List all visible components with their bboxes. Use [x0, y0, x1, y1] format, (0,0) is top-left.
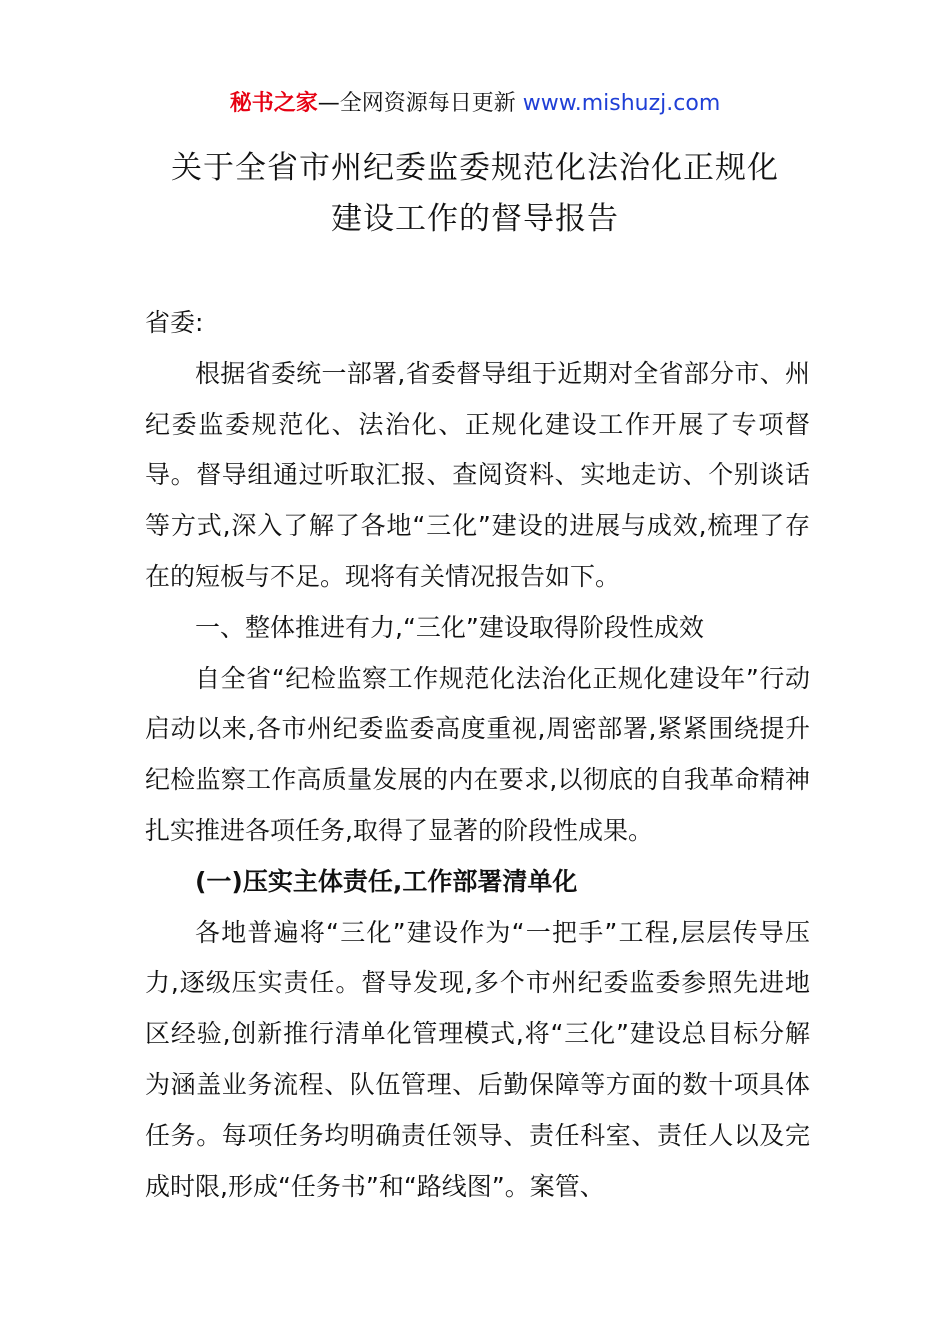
section-heading-1: 一、整体推进有力,“三化”建设取得阶段性成效	[195, 612, 704, 642]
document-body	[145, 298, 810, 1212]
subsection-heading-1: (一)压实主体责任,工作部署清单化	[195, 866, 578, 896]
site-tagline: —全网资源每日更新	[317, 91, 523, 116]
document-title-line-1: 关于全省市州纪委监委规范化法治化正规化	[171, 150, 779, 186]
site-header	[0, 88, 950, 120]
site-url[interactable]: www.mishuzj.com	[522, 91, 721, 116]
site-name: 秘书之家	[229, 91, 318, 116]
salutation: 省委:	[145, 308, 204, 337]
document-title-line-2: 建设工作的督导报告	[331, 201, 619, 237]
paragraph-section-1: 自全省“纪检监察工作规范化法治化正规化建设年”行动启动以来,各市州纪委监委高度重视,周密部署,紧紧围绕提升纪检监察工作高质量发展的内在要求,以彻底的自我革命精神扎实推进各项任务,取得了显著的阶段性成果。	[145, 663, 810, 845]
paragraph-intro: 根据省委统一部署,省委督导组于近期对全省部分市、州纪委监委规范化、法治化、正规化建设工作开展了专项督导。督导组通过听取汇报、查阅资料、实地走访、个别谈话等方式,深入了解了各地“三化”建设的进展与成效,梳理了存在的短板与不足。现将有关情况报告如下。	[145, 358, 810, 591]
paragraph-subsection-1: 各地普遍将“三化”建设作为“一把手”工程,层层传导压力,逐级压实责任。督导发现,多个市州纪委监委参照先进地区经验,创新推行清单化管理模式,将“三化”建设总目标分解为涵盖业务流程、队伍管理、后勤保障等方面的数十项具体任务。每项任务均明确责任领导、责任科室、责任人以及完成时限,形成“任务书”和“路线图”。案管、	[145, 917, 810, 1201]
